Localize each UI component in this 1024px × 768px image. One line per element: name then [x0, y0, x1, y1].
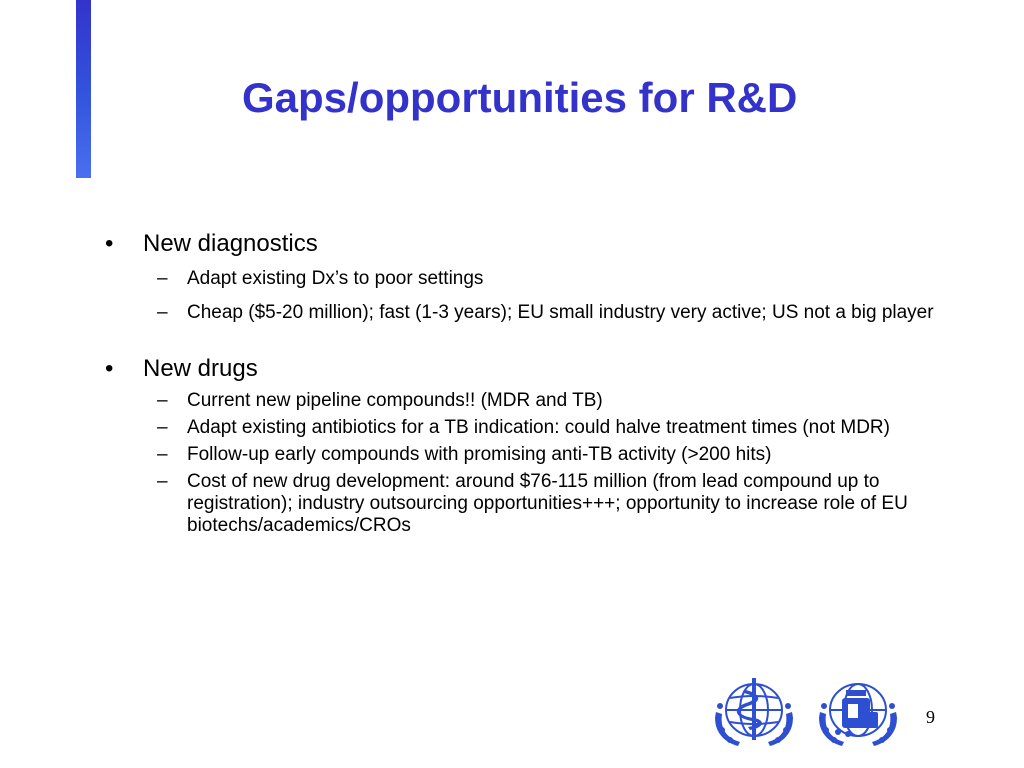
bullet-new-diagnostics: • New diagnostics [105, 228, 935, 260]
who-emblem-icon [708, 672, 800, 752]
sub-bullet-adapt-dx: – Adapt existing Dx’s to poor settings [105, 268, 935, 290]
sub-bullet-cost: – Cost of new drug development: around $76-115 million (from lead compound up to registration); industry outsourcing opportunities+++; opportunity to increase role of EU biotechs/academics/CROs [105, 471, 935, 537]
sub-bullet-pipeline: – Current new pipeline compounds!! (MDR and TB) [105, 390, 935, 412]
bullet-list [105, 228, 935, 537]
slide-title: Gaps/opportunities for R&D [242, 74, 798, 121]
accent-bar [76, 0, 91, 178]
bullet-new-drugs: • New drugs [105, 353, 935, 385]
sub-bullet-follow-up: – Follow-up early compounds with promising anti-TB activity (>200 hits) [105, 444, 935, 466]
sub-bullet-antibiotics: – Adapt existing antibiotics for a TB indication: could halve treatment times (not MDR) [105, 417, 935, 439]
sub-bullet-cheap-fast: – Cheap ($5-20 million); fast (1-3 years); EU small industry very active; US not a big player [105, 298, 935, 327]
pharmaceuticals-emblem-icon [812, 672, 904, 752]
page-number: 9 [926, 707, 935, 727]
